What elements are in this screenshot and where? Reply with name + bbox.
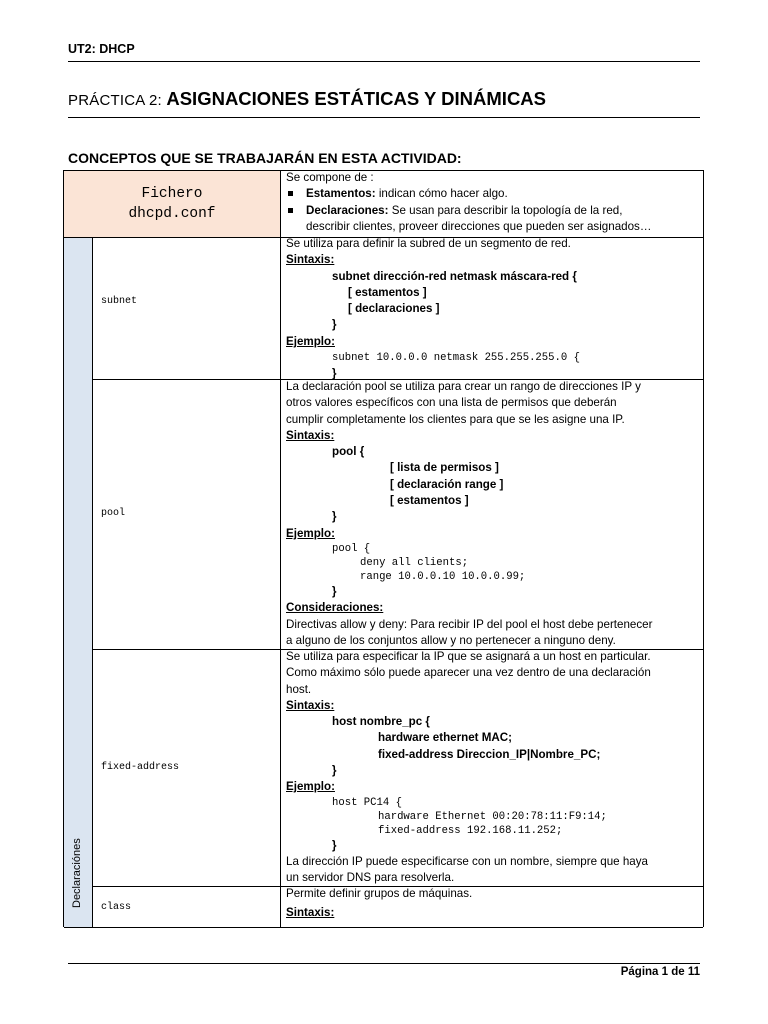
declarations-side-cell bbox=[64, 237, 92, 928]
column-divider bbox=[280, 171, 281, 928]
title-prefix: PRÁCTICA 2: bbox=[68, 92, 162, 109]
example-line: } bbox=[332, 367, 337, 381]
example-line: } bbox=[332, 584, 337, 598]
example-label: Ejemplo: bbox=[286, 526, 335, 540]
intro-bullet bbox=[286, 203, 701, 219]
bullet-text: indican cómo hacer algo. bbox=[375, 187, 508, 201]
file-label-line2: dhcpd.conf bbox=[128, 206, 216, 222]
page-title bbox=[68, 88, 546, 110]
syntax-line: } bbox=[332, 510, 337, 524]
example-line: subnet 10.0.0.0 netmask 255.255.255.0 { bbox=[332, 352, 580, 365]
syntax-line: pool { bbox=[332, 445, 365, 459]
syntax-line: } bbox=[332, 318, 337, 332]
syntax-line: [ declaraciones ] bbox=[348, 302, 440, 316]
row-name-pool: pool bbox=[101, 508, 126, 519]
fixed-desc: Se utiliza para especificar la IP que se asignará a un host en particular. bbox=[286, 650, 651, 663]
fixed-desc: host. bbox=[286, 682, 312, 696]
fixed-address-content bbox=[286, 649, 701, 887]
file-name-cell bbox=[64, 171, 280, 237]
class-desc: Permite definir grupos de máquinas. bbox=[286, 887, 473, 900]
intro-bullet bbox=[286, 186, 701, 202]
side-divider bbox=[92, 237, 93, 928]
syntax-line: [ estamentos ] bbox=[390, 494, 469, 508]
intro-bullet-continuation: describir clientes, proveer direcciones que pueden ser asignados… bbox=[306, 219, 652, 233]
syntax-label: Sintaxis: bbox=[286, 906, 335, 920]
syntax-line: host nombre_pc { bbox=[332, 715, 430, 729]
running-header: UT2: DHCP bbox=[68, 42, 135, 56]
fixed-desc: Como máximo sólo puede aparecer una vez dentro de una declaración bbox=[286, 666, 651, 680]
syntax-line: [ estamentos ] bbox=[348, 285, 427, 299]
syntax-line: fixed-address Direccion_IP|Nombre_PC; bbox=[378, 747, 601, 761]
pool-content bbox=[286, 379, 701, 649]
pool-desc: La declaración pool se utiliza para crear un rango de direcciones IP y bbox=[286, 380, 641, 393]
syntax-label: Sintaxis: bbox=[286, 698, 335, 712]
intro-content bbox=[286, 170, 701, 235]
title-rule bbox=[68, 117, 700, 118]
header-rule bbox=[68, 61, 700, 62]
file-label-line1: Fichero bbox=[141, 186, 203, 202]
bullet-term: Declaraciones: bbox=[306, 203, 389, 217]
considerations-line: a alguno de los conjuntos allow y no pertenecer a ninguno deny. bbox=[286, 633, 616, 647]
fixed-note: un servidor DNS para resolverla. bbox=[286, 871, 455, 885]
bullet-text: Se usan para describir la topología de la red, bbox=[388, 203, 623, 217]
syntax-line: } bbox=[332, 764, 337, 778]
concepts-heading: CONCEPTOS QUE SE TRABAJARÁN EN ESTA ACTIVIDAD: bbox=[68, 150, 462, 166]
example-line: pool { bbox=[332, 542, 371, 555]
example-line: host PC14 { bbox=[332, 796, 402, 809]
page-number: Página 1 de 11 bbox=[620, 966, 700, 978]
row-name-subnet: subnet bbox=[101, 296, 138, 307]
row-name-fixed-address: fixed-address bbox=[101, 762, 180, 773]
syntax-label: Sintaxis: bbox=[286, 253, 335, 267]
subnet-desc: Se utiliza para definir la subred de un segmento de red. bbox=[286, 237, 571, 250]
title-main: ASIGNACIONES ESTÁTICAS Y DINÁMICAS bbox=[166, 88, 546, 109]
fixed-note: La dirección IP puede especificarse con un nombre, siempre que haya bbox=[286, 854, 648, 868]
example-line: hardware Ethernet 00:20:78:11:F9:14; bbox=[378, 810, 607, 823]
subnet-content bbox=[286, 236, 701, 383]
example-label: Ejemplo: bbox=[286, 780, 335, 794]
syntax-label: Sintaxis: bbox=[286, 428, 335, 442]
syntax-line: [ lista de permisos ] bbox=[390, 461, 499, 475]
footer-rule bbox=[68, 963, 700, 964]
pool-desc: otros valores específicos con una lista de permisos que deberán bbox=[286, 396, 617, 410]
concepts-table bbox=[63, 170, 704, 927]
considerations-line: Directivas allow y deny: Para recibir IP del pool el host debe pertenecer bbox=[286, 617, 653, 631]
example-line: range 10.0.0.10 10.0.0.99; bbox=[360, 570, 526, 583]
example-label: Ejemplo: bbox=[286, 334, 335, 348]
considerations-label: Consideraciones: bbox=[286, 601, 384, 615]
row-name-class: class bbox=[101, 902, 132, 913]
row-divider bbox=[64, 927, 703, 928]
pool-desc: cumplir completamente los clientes para que se les asigne una IP. bbox=[286, 412, 625, 426]
declarations-side-label: Declaraciónes bbox=[71, 838, 83, 908]
example-line: } bbox=[332, 838, 337, 852]
example-line: fixed-address 192.168.11.252; bbox=[378, 824, 563, 837]
class-content bbox=[286, 886, 701, 922]
syntax-line: hardware ethernet MAC; bbox=[378, 731, 512, 745]
example-line: deny all clients; bbox=[360, 556, 469, 569]
syntax-line: [ declaración range ] bbox=[390, 477, 504, 491]
syntax-line: subnet dirección-red netmask máscara-red { bbox=[332, 269, 577, 283]
intro-line: Se compone de : bbox=[286, 171, 374, 184]
bullet-term: Estamentos: bbox=[306, 187, 376, 201]
